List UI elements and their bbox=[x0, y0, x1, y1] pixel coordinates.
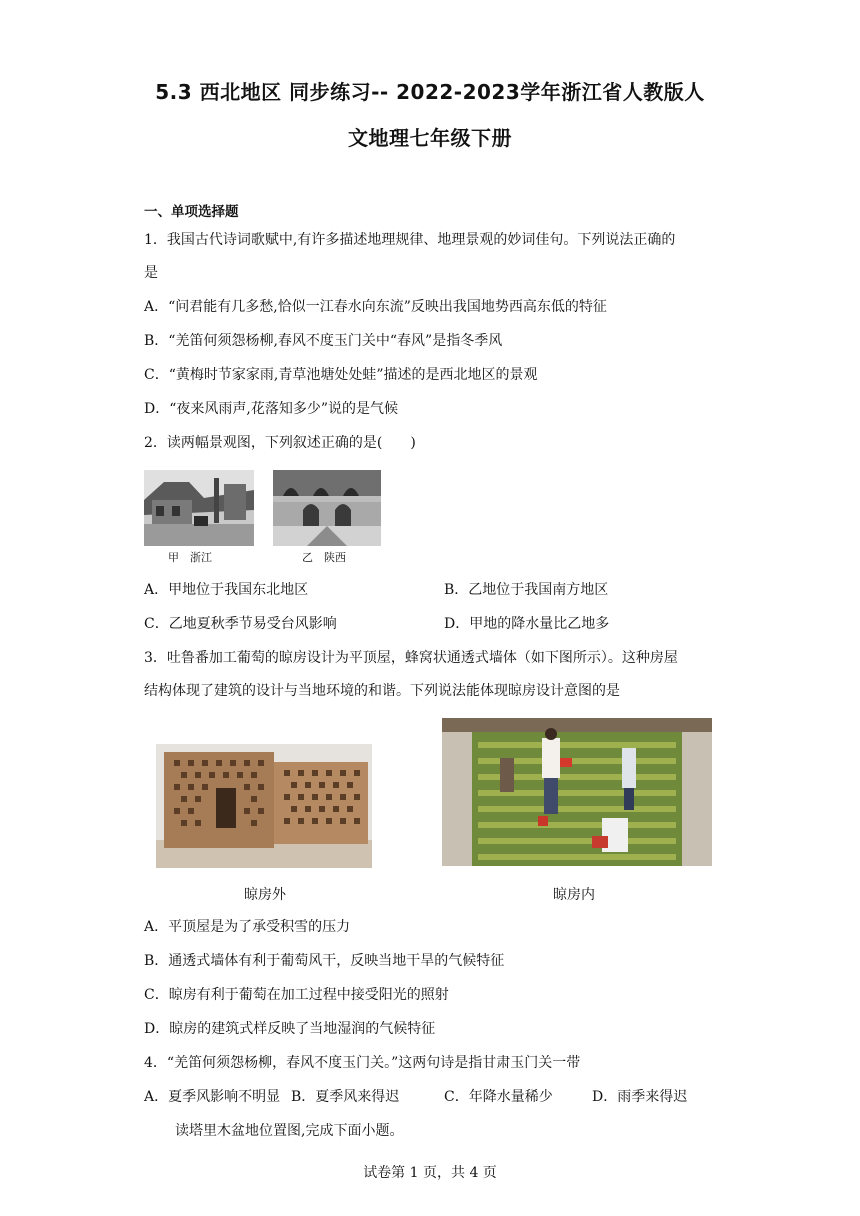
drying-house-exterior-photo bbox=[156, 744, 372, 868]
title-line-2: 文地理七年级下册 bbox=[348, 126, 512, 150]
section-heading: 一、单项选择题 bbox=[144, 204, 239, 220]
page-footer: 试卷第 1 页，共 4 页 bbox=[363, 1165, 497, 1181]
q3-option-c: C．晾房有利于葡萄在加工过程中接受阳光的照射 bbox=[144, 987, 449, 1003]
q2-option-d: D．甲地的降水量比乙地多 bbox=[444, 616, 610, 632]
q3-img1-caption: 晾房外 bbox=[244, 887, 286, 903]
q4-stem: 4．“羌笛何须怨杨柳，春风不度玉门关。”这两句诗是指甘肃玉门关一带 bbox=[144, 1055, 581, 1071]
jia-zhejiang-photo bbox=[144, 470, 254, 546]
q1-stem-line2: 是 bbox=[144, 265, 158, 281]
q4-option-a: A．夏季风影响不明显 bbox=[144, 1089, 281, 1105]
q3-stem-line2: 结构体现了建筑的设计与当地环境的和谐。下列说法能体现晾房设计意图的是 bbox=[144, 683, 620, 699]
q4-option-d: D．雨季来得迟 bbox=[592, 1089, 688, 1105]
drying-house-interior-photo bbox=[442, 718, 712, 866]
q1-option-d: D．“夜来风雨声,花落知多少”说的是气候 bbox=[144, 401, 398, 417]
q1-option-c: C．“黄梅时节家家雨,青草池塘处处蛙”描述的是西北地区的景观 bbox=[144, 367, 538, 383]
note-text: 读塔里木盆地位置图,完成下面小题。 bbox=[175, 1123, 404, 1139]
q4-option-b: B．夏季风来得迟 bbox=[291, 1089, 400, 1105]
q2-option-b: B．乙地位于我国南方地区 bbox=[444, 582, 609, 598]
q1-stem-line1: 1．我国古代诗词歌赋中,有许多描述地理规律、地理景观的妙词佳句。下列说法正确的 bbox=[144, 232, 676, 248]
q4-option-c: C．年降水量稀少 bbox=[444, 1089, 553, 1105]
q2-stem: 2．读两幅景观图，下列叙述正确的是( ) bbox=[144, 435, 416, 451]
q2-option-c: C．乙地夏秋季节易受台风影响 bbox=[144, 616, 337, 632]
q2-img2-caption: 乙 陕西 bbox=[302, 551, 346, 564]
q1-option-b: B．“羌笛何须怨杨柳,春风不度玉门关中“春风”是指冬季风 bbox=[144, 333, 503, 349]
q2-img1-caption: 甲 浙江 bbox=[168, 551, 212, 564]
q2-option-a: A．甲地位于我国东北地区 bbox=[144, 582, 309, 598]
q3-option-a: A．平顶屋是为了承受积雪的压力 bbox=[144, 919, 351, 935]
q3-option-d: D．晾房的建筑式样反映了当地湿润的气候特征 bbox=[144, 1021, 436, 1037]
q3-option-b: B．通透式墙体有利于葡萄风干，反映当地干旱的气候特征 bbox=[144, 953, 505, 969]
q3-stem-line1: 3．吐鲁番加工葡萄的晾房设计为平顶屋，蜂窝状通透式墙体（如下图所示）。这种房屋 bbox=[144, 650, 678, 666]
yi-shaanxi-photo bbox=[273, 470, 381, 546]
title-line-1: 5.3 西北地区 同步练习-- 2022-2023学年浙江省人教版人 bbox=[155, 80, 705, 104]
q1-option-a: A．“问君能有几多愁,恰似一江春水向东流”反映出我国地势西高东低的特征 bbox=[144, 299, 607, 315]
q3-img2-caption: 晾房内 bbox=[553, 887, 595, 903]
